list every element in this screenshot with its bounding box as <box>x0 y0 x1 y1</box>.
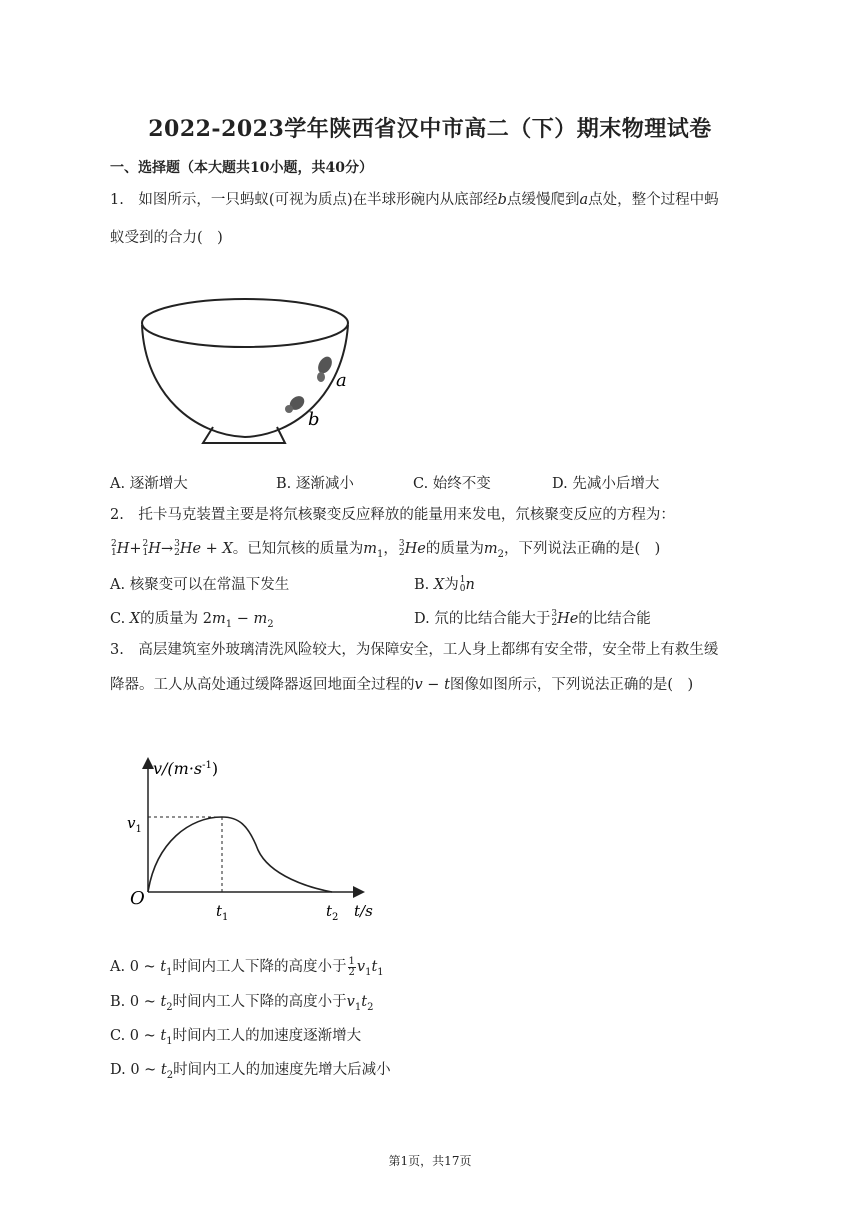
q1-stem-line1: 1. 如图所示，一只蚂蚁(可视为质点)在半球形碗内从底部经b点缓慢爬到a点处，整个过程中蚂 <box>110 192 719 208</box>
t1-label: $t_1$ <box>216 902 229 923</box>
origin-label: O <box>130 888 145 909</box>
label-a: a <box>336 370 347 391</box>
q2-option-d[interactable]: D. 氘的比结合能大于 3 2 He的比结合能 <box>414 609 651 628</box>
bowl-figure <box>135 285 365 453</box>
q3-option-a[interactable]: A. 0 ~ $t_1$时间内工人下降的高度小于 $\frac{1}{2}$ $v_1t_1$ <box>110 955 384 978</box>
q1-option-c[interactable]: C. 始终不变 <box>413 476 491 492</box>
section-heading: 一、选择题（本大题共10小题，共40分） <box>110 160 373 176</box>
v1-label: $v_1$ <box>127 814 142 835</box>
y-axis-label: $v/(m\cdot s^{-1})$ <box>153 759 219 778</box>
label-b: b <box>308 409 320 430</box>
q3-option-b[interactable]: B. 0 ~ $t_2$时间内工人下降的高度小于$v_1t_2$ <box>110 994 374 1013</box>
q1-option-a[interactable]: A. 逐渐增大 <box>110 476 188 492</box>
ant-b-icon <box>285 393 307 413</box>
q3-option-c[interactable]: C. 0 ~ $t_1$时间内工人的加速度逐渐增大 <box>110 1028 362 1047</box>
velocity-curve <box>148 817 332 892</box>
q3-option-d[interactable]: D. 0 ~ $t_2$时间内工人的加速度先增大后减小 <box>110 1062 391 1081</box>
page-title: 2022-2023学年陕西省汉中市高二（下）期末物理试卷 <box>148 116 712 142</box>
q2-option-c[interactable]: C. X的质量为 $2m_1 - m_2$ <box>110 611 274 630</box>
q2-option-a[interactable]: A. 核聚变可以在常温下发生 <box>110 577 290 593</box>
q2-stem-line2: 2 1 H+ 2 1 H→ 3 2 He + X。已知氘核的质量为$m_1$， 3 2 He的质量为$m_2$，下列说法正确的是( ) <box>111 539 661 560</box>
page-footer: 第1页，共17页 <box>388 1154 472 1168</box>
q3-stem-line2: 降器。工人从高处通过缓降器返回地面全过程的v − t图像如图所示，下列说法正确的是( ) <box>110 677 694 693</box>
x-axis-label: t/s <box>354 902 373 920</box>
vt-graph <box>120 752 400 927</box>
ant-a-icon <box>315 354 334 382</box>
t2-label: $t_2$ <box>326 902 339 923</box>
q2-option-b[interactable]: B. X为 1 0 n <box>414 575 475 594</box>
q3-stem-line1: 3. 高层建筑室外玻璃清洗风险较大，为保障安全，工人身上都绑有安全带，安全带上有救生缓 <box>110 642 719 658</box>
q1-option-d[interactable]: D. 先减小后增大 <box>552 476 660 492</box>
q2-stem-line1: 2. 托卡马克装置主要是将氘核聚变反应释放的能量用来发电，氘核聚变反应的方程为： <box>110 507 675 523</box>
q1-stem-line2: 蚁受到的合力( ) <box>110 230 223 246</box>
q1-option-b[interactable]: B. 逐渐减小 <box>276 476 354 492</box>
